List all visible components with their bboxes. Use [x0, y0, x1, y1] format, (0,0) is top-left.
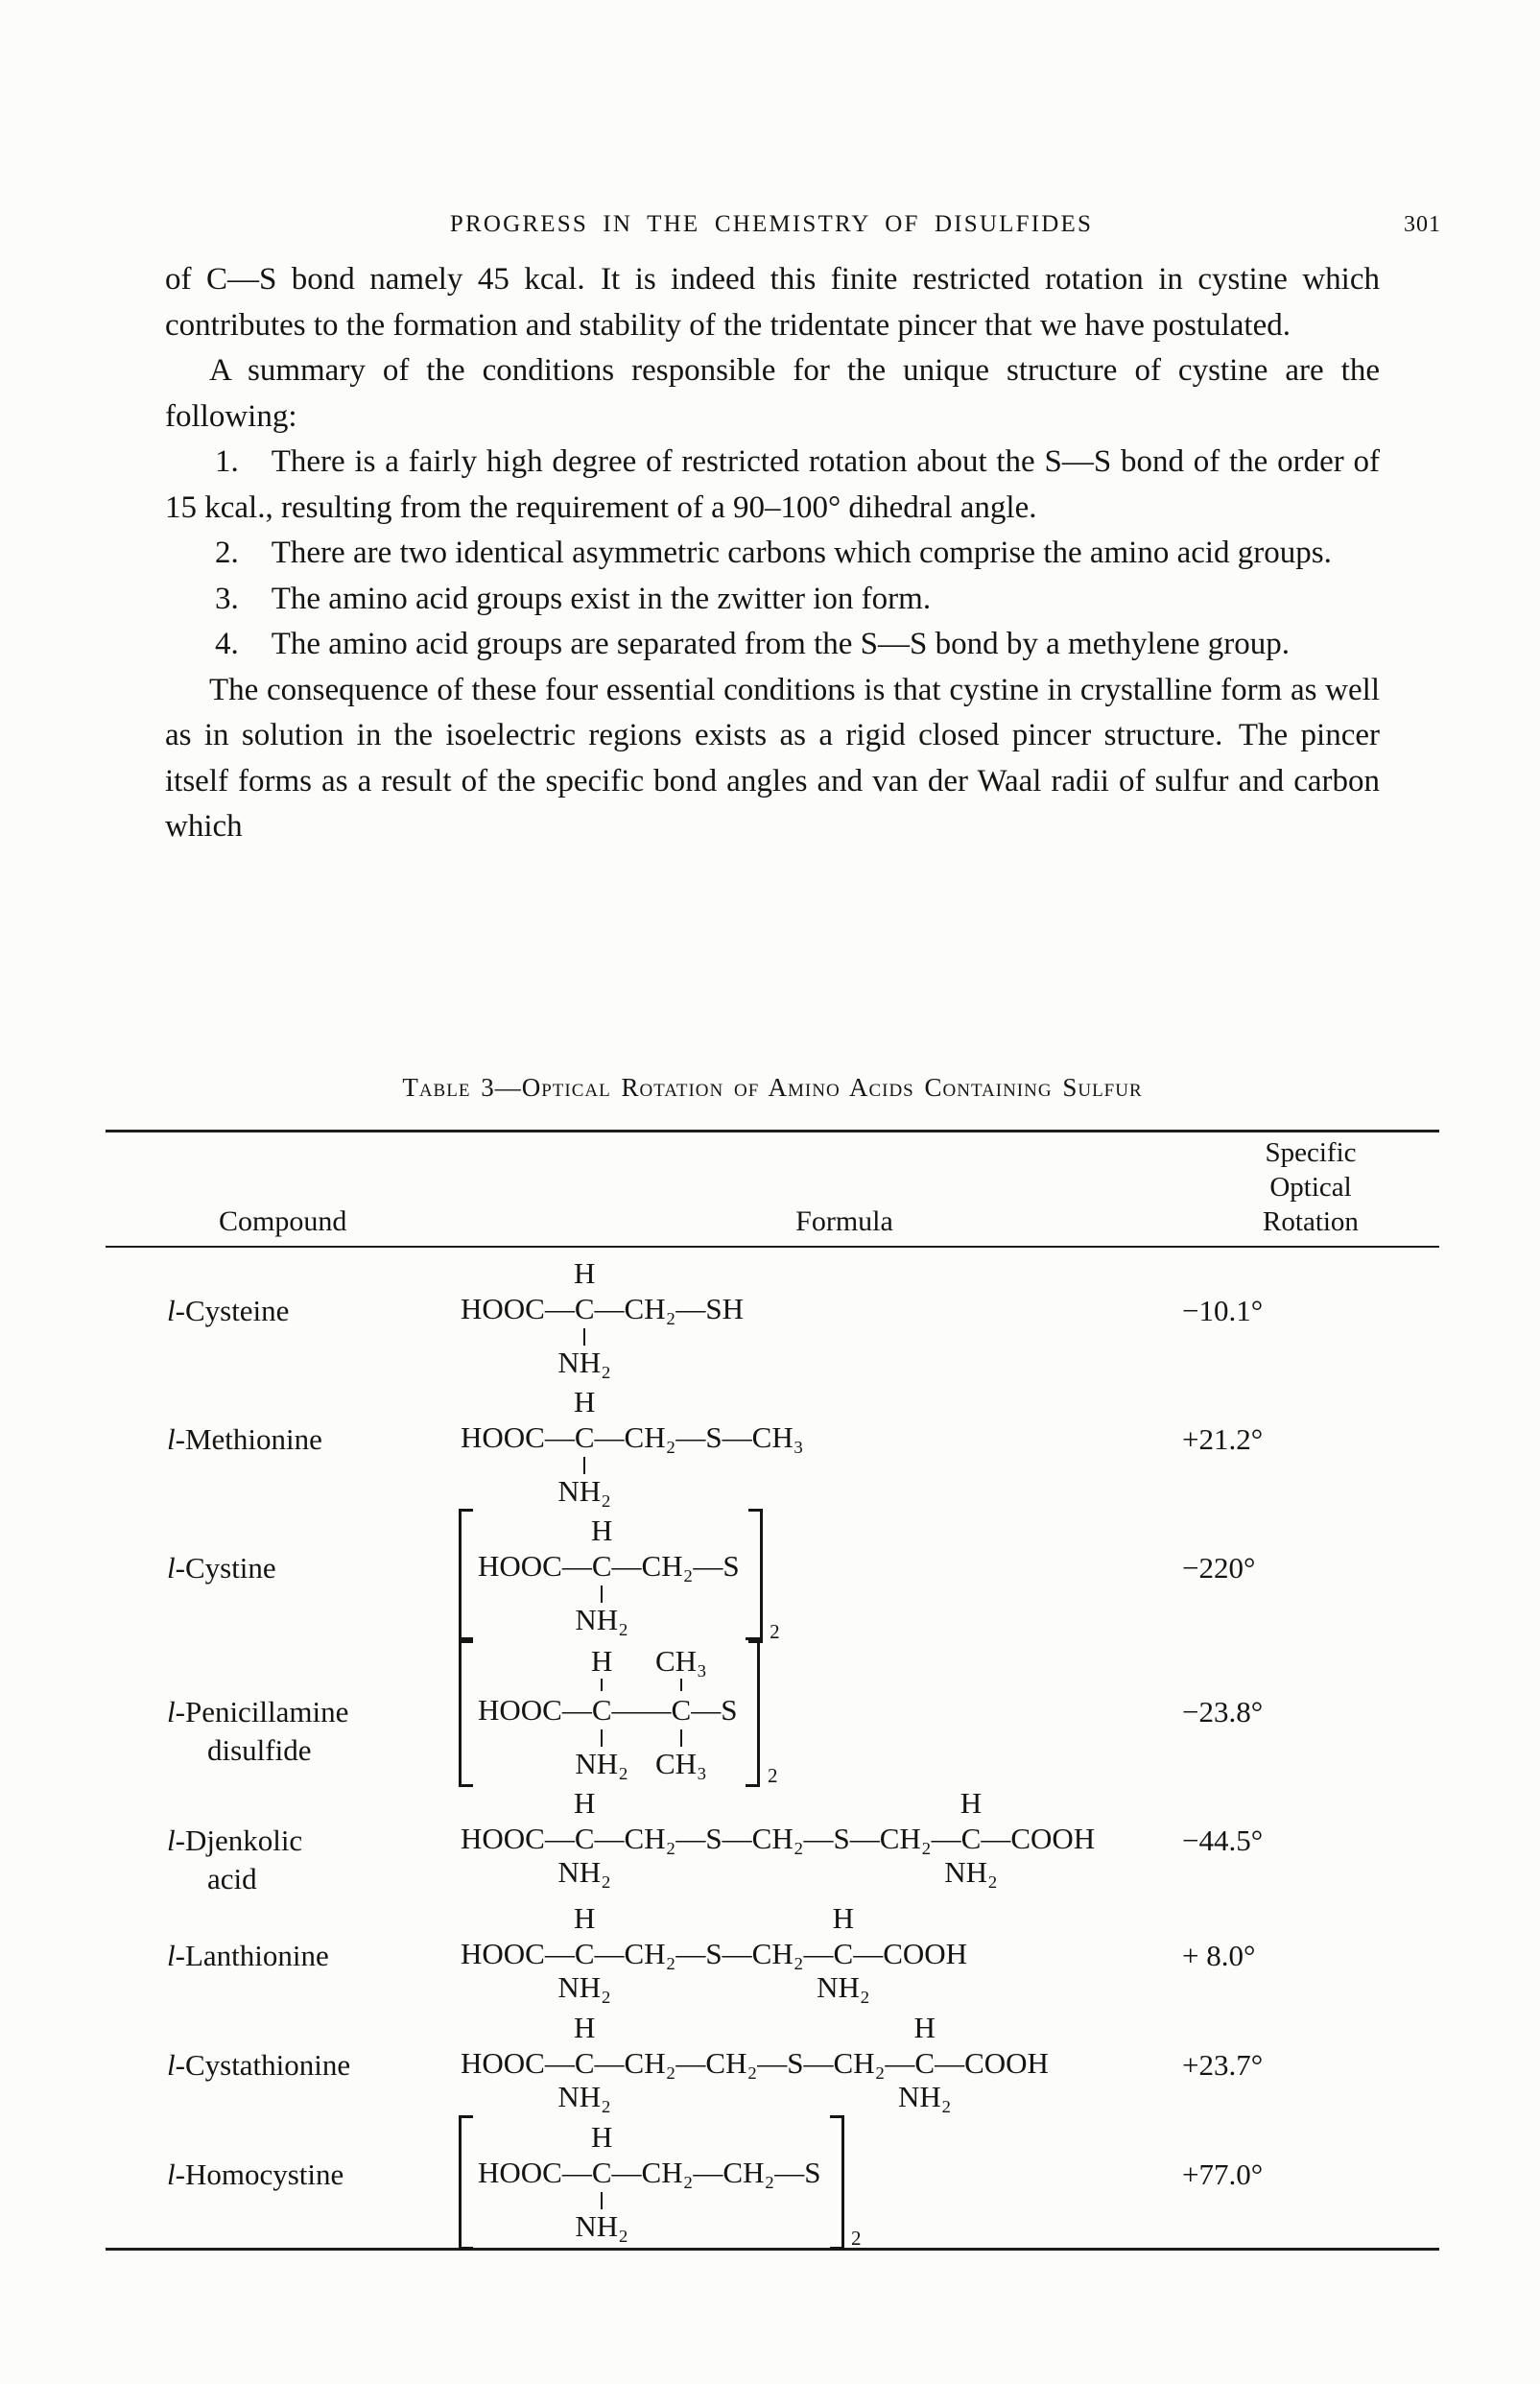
compound-cell [106, 1641, 393, 1783]
rotation-value: −44.5° [1182, 1824, 1264, 1857]
compound-name-line2: disulfide [207, 1733, 312, 1767]
list-item: 3. The amino acid groups exist in the zwitter ion form. [215, 581, 932, 616]
formula-cell [393, 1255, 1182, 1382]
compound-name: l-Methionine [167, 1422, 322, 1456]
optical-rotation-table [106, 1073, 1439, 2251]
list-item-number: 4. [215, 627, 239, 661]
formula-substituent-below: NH₂ [575, 1603, 628, 1636]
formula-segment: C CH₃ CH₃ [654, 1644, 707, 1780]
compound-cell [106, 2119, 393, 2246]
paragraph: The consequence of these four essential conditions is that cystine in crystalline form as well as in solution in the isoelectric regions exists as a rigid closed pincer structure. The pincer itself forms as a result of the specific bond angles and van der Waal radii of sulfur and carbon which [165, 672, 1380, 844]
compound-italic-prefix: l [167, 1695, 176, 1728]
formula-segment: —COOH [935, 2046, 1049, 2080]
formula-segment: HOOC— [461, 1292, 575, 1325]
formula-cell [393, 1641, 1182, 1787]
formula-segment: C H NH₂ [575, 1644, 628, 1780]
chemical-formula [478, 1641, 778, 1787]
left-bracket [459, 2115, 473, 2250]
formula-segment: —CH₂—CH₂—S—CH₂— [594, 2046, 915, 2080]
list-item-number: 2. [215, 536, 239, 570]
compound-italic-prefix: l [167, 1824, 176, 1857]
column-header-rotation-line: Rotation [1263, 1206, 1359, 1237]
formula-substituent-below: NH₂ [557, 1474, 611, 1508]
formula-substituent-above: H [573, 2011, 596, 2044]
paragraph: A summary of the conditions responsible for the unique structure of cystine are the following: [165, 353, 1380, 434]
formula-substituent-below: NH₂ [557, 1346, 611, 1379]
table-caption: Table 3—Optical Rotation of Amino Acids Containing Sulfur [402, 1073, 1143, 1102]
formula-segment: HOOC— [478, 2156, 592, 2189]
table-row [106, 1255, 1439, 1382]
table-row [106, 1513, 1439, 1643]
formula-segment: HOOC— [461, 2046, 575, 2080]
formula-segment: —CH₂—S—CH₂—S—CH₂— [594, 1822, 961, 1855]
compound-cell [106, 1255, 393, 1382]
compound-italic-prefix: l [167, 1551, 176, 1585]
compound-name: l-Cysteine [167, 1294, 290, 1327]
column-header-formula: Formula [795, 1205, 893, 1237]
formula-cell [393, 1513, 1182, 1643]
formula-cell [393, 2119, 1182, 2250]
formula-substituent-above: H [590, 1644, 613, 1678]
table-body [106, 1248, 1439, 2250]
formula-substituent-above: H [573, 1786, 596, 1820]
rotation-value: +77.0° [1182, 2158, 1264, 2191]
formula-substituent-below: NH₂ [575, 1747, 628, 1780]
chemical-formula [478, 2119, 862, 2250]
formula-segment: —CH₂—SH [594, 1292, 745, 1325]
formula-segment: —CH₂—S [611, 1549, 740, 1583]
table-header-row [106, 1132, 1439, 1246]
formula-cell [393, 1785, 1182, 1898]
formula-substituent-below: NH₂ [944, 1855, 998, 1889]
formula-substituent-above: H [573, 1901, 596, 1935]
page-title: PROGRESS IN THE CHEMISTRY OF DISULFIDES [449, 211, 1094, 237]
compound-name: l-Cystathionine [167, 2048, 351, 2082]
compound-name: l-Cystine [167, 1551, 276, 1585]
bracket-subscript: 2 [770, 1620, 780, 1643]
formula-substituent-above: H [573, 1256, 596, 1290]
bond-line-above [601, 1679, 603, 1691]
table-row [106, 1384, 1439, 1511]
table-row [106, 1641, 1439, 1787]
running-head [165, 211, 1441, 244]
chemical-formula [461, 2010, 1049, 2117]
compound-name: l-Homocystine [167, 2158, 344, 2191]
left-bracket [459, 1509, 473, 1643]
table-row [106, 1785, 1439, 1898]
formula-cell [393, 1384, 1182, 1511]
compound-italic-prefix: l [167, 2158, 176, 2191]
body-text [165, 257, 1380, 850]
formula-segment: C H NH₂ [557, 1385, 611, 1508]
formula-cell [393, 1900, 1182, 2008]
page-number: 301 [1404, 212, 1441, 237]
right-bracket [748, 1509, 763, 1643]
bond-line-above [680, 1679, 682, 1691]
formula-segment: —S [691, 1693, 738, 1727]
compound-cell [106, 1900, 393, 2008]
compound-italic-prefix: l [167, 1294, 176, 1327]
formula-segment: C H NH₂ [557, 1901, 611, 2004]
list-item: 4. The amino acid groups are separated from the S—S bond by a methylene group. [215, 627, 1290, 661]
formula-segment: C H NH₂ [557, 1786, 611, 1889]
compound-cell [106, 1785, 393, 1898]
formula-segment: C H NH₂ [944, 1786, 998, 1889]
formula-segment: HOOC— [461, 1822, 575, 1855]
chemical-formula [461, 1384, 804, 1511]
compound-cell [106, 1384, 393, 1511]
formula-segment: —CH₂—CH₂—S [611, 2156, 821, 2189]
bond-line-below [583, 1457, 585, 1474]
compound-name-line2: acid [207, 1862, 257, 1895]
rotation-value: + 8.0° [1182, 1939, 1256, 1972]
table-row [106, 1900, 1439, 2008]
formula-substituent-above: H [590, 1514, 613, 1547]
list-item-number: 1. [215, 444, 239, 479]
formula-substituent-below: NH₂ [557, 1970, 611, 2004]
formula-segment: HOOC— [478, 1693, 592, 1727]
formula-substituent-below: NH₂ [897, 2080, 952, 2113]
formula-substituent-above: CH₃ [654, 1644, 707, 1678]
compound-name: l-Lanthionine [167, 1939, 329, 1972]
formula-segment: HOOC— [461, 1937, 575, 1970]
chemical-formula [478, 1513, 780, 1643]
rotation-value: −23.8° [1182, 1695, 1264, 1728]
formula-segment: C H NH₂ [575, 2120, 628, 2243]
bond-line-below [601, 1729, 603, 1747]
rotation-value: +21.2° [1182, 1422, 1264, 1456]
bracket-subscript: 2 [851, 2227, 862, 2250]
compound-cell [106, 1513, 393, 1639]
bracket-subscript: 2 [767, 1764, 778, 1787]
formula-substituent-below: NH₂ [557, 2080, 611, 2113]
list-item: 2. There are two identical asymmetric carbons which comprise the amino acid groups. [215, 536, 1332, 570]
list-item-number: 3. [215, 581, 239, 616]
formula-segment: HOOC— [478, 1549, 592, 1583]
formula-segment: C H NH₂ [817, 1901, 870, 2004]
compound-cell [106, 2010, 393, 2117]
formula-substituent-above: H [960, 1786, 983, 1820]
formula-substituent-below: NH₂ [557, 1855, 611, 1889]
formula-substituent-below: NH₂ [575, 2209, 628, 2243]
bond-line-below [601, 1585, 603, 1603]
table-row [106, 2119, 1439, 2250]
compound-italic-prefix: l [167, 1939, 176, 1972]
list-item: 1. There is a fairly high degree of restricted rotation about the S—S bond of the order of 15 kcal., resulting from the requirement of a 90–100° dihedral angle. [165, 444, 1380, 525]
compound-name: l-Penicillamine [167, 1695, 349, 1728]
formula-substituent-below: NH₂ [817, 1970, 870, 2004]
formula-substituent-above: H [590, 2120, 613, 2154]
formula-segment: HOOC— [461, 1420, 575, 1454]
right-bracket [746, 1637, 760, 1787]
formula-substituent-below: CH₃ [654, 1747, 707, 1780]
left-bracket [459, 1637, 473, 1787]
table-row [106, 2010, 1439, 2117]
paragraph: of C—S bond namely 45 kcal. It is indeed this finite restricted rotation in cystine which contributes to the formation and stability of the tridentate pincer that we have postulated. [165, 262, 1380, 343]
table-rule-bottom [106, 2248, 1439, 2251]
compound-italic-prefix: l [167, 1422, 176, 1456]
formula-substituent-above: H [913, 2011, 936, 2044]
formula-segment: C H NH₂ [557, 1256, 611, 1379]
formula-substituent-above: H [832, 1901, 855, 1935]
right-bracket [830, 2115, 844, 2250]
column-header-compound: Compound [219, 1205, 347, 1237]
formula-segment: —COOH [981, 1822, 1096, 1855]
compound-name: l-Djenkolic [167, 1824, 303, 1857]
chemical-formula [461, 1785, 1095, 1893]
formula-segment: —COOH [853, 1937, 968, 1970]
column-header-rotation-line: Optical [1269, 1172, 1352, 1203]
chemical-formula [461, 1900, 967, 2008]
rotation-value: −10.1° [1182, 1294, 1264, 1327]
bond-line-below [601, 2192, 603, 2209]
column-header-rotation-line: Specific [1265, 1137, 1357, 1168]
formula-cell [393, 2010, 1182, 2117]
bond-line-below [583, 1328, 585, 1346]
formula-segment: —CH₂—S—CH₃ [594, 1420, 804, 1454]
chemical-formula [461, 1255, 744, 1382]
formula-segment: —— [611, 1693, 672, 1727]
formula-substituent-above: H [573, 1385, 596, 1418]
column-header-rotation [1182, 1132, 1439, 1246]
compound-italic-prefix: l [167, 2048, 176, 2082]
formula-segment: —CH₂—S—CH₂— [594, 1937, 834, 1970]
formula-segment: C H NH₂ [575, 1514, 628, 1636]
formula-segment: C H NH₂ [897, 2011, 952, 2113]
formula-segment: C H NH₂ [557, 2011, 611, 2113]
rotation-value: +23.7° [1182, 2048, 1264, 2082]
bond-line-below [680, 1729, 682, 1747]
rotation-value: −220° [1182, 1551, 1256, 1585]
